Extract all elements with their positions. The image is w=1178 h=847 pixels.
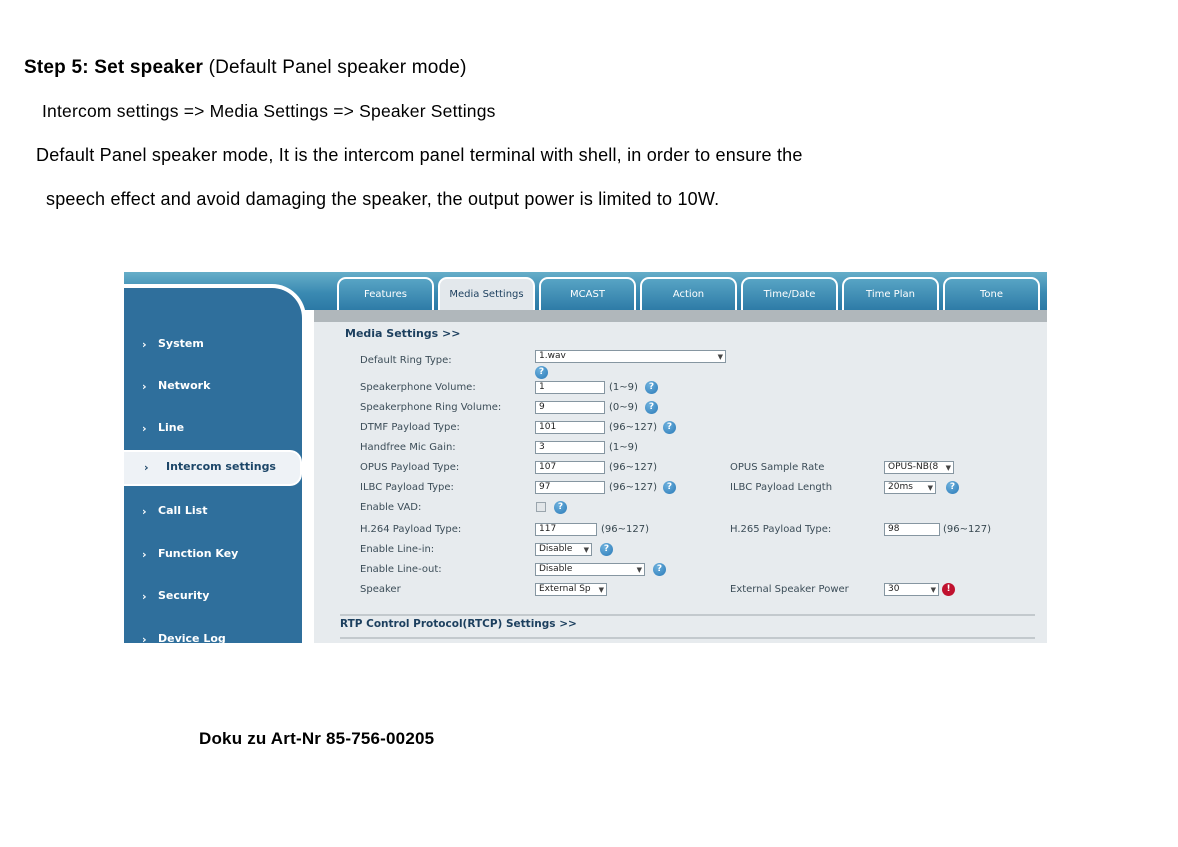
- ilbc-payload-length-select[interactable]: 20ms ▼: [884, 481, 936, 494]
- range-hint: (0~9): [609, 402, 638, 413]
- sidebar-item-network[interactable]: › Network: [142, 379, 211, 393]
- form-row: [124, 350, 1047, 365]
- form-row: [124, 563, 1047, 578]
- sidebar-item-call-list[interactable]: › Call List: [142, 504, 208, 518]
- form-row: [124, 523, 1047, 538]
- tab-features[interactable]: Features: [337, 277, 434, 310]
- form-row: [124, 421, 1047, 436]
- help-icon[interactable]: ?: [645, 381, 658, 394]
- field-label: OPUS Sample Rate: [730, 462, 825, 473]
- tab-mcast[interactable]: MCAST: [539, 277, 636, 310]
- speakerphone-ring-volume-input[interactable]: 9: [535, 401, 605, 414]
- range-hint: (96~127): [943, 524, 991, 535]
- help-icon[interactable]: ?: [946, 481, 959, 494]
- field-label: Handfree Mic Gain:: [360, 442, 456, 453]
- sidebar-item-function-key[interactable]: › Function Key: [142, 547, 239, 561]
- external-speaker-power-select[interactable]: 30 ▼: [884, 583, 939, 596]
- help-icon[interactable]: ?: [645, 401, 658, 414]
- chevron-down-icon: ▼: [717, 353, 723, 361]
- section-title: Media Settings >>: [345, 327, 461, 340]
- help-icon[interactable]: ?: [663, 481, 676, 494]
- chevron-right-icon: ›: [142, 633, 147, 643]
- form-row: [124, 481, 1047, 496]
- form-row: [124, 543, 1047, 558]
- form-row: [124, 381, 1047, 396]
- field-label: DTMF Payload Type:: [360, 422, 460, 433]
- body-text-line2: speech effect and avoid damaging the speaker, the output power is limited to 10W.: [46, 189, 720, 209]
- sidebar-item-line[interactable]: › Line: [142, 421, 185, 435]
- help-icon[interactable]: ?: [663, 421, 676, 434]
- help-icon[interactable]: ?: [600, 543, 613, 556]
- range-hint: (96~127): [609, 462, 657, 473]
- field-label: Enable Line-out:: [360, 564, 442, 575]
- range-hint: (1~9): [609, 442, 638, 453]
- breadcrumb: Intercom settings => Media Settings => Speaker Settings: [42, 101, 496, 121]
- chevron-right-icon: ›: [142, 590, 147, 603]
- step-heading: [24, 57, 467, 79]
- chevron-right-icon: ›: [142, 548, 147, 561]
- chevron-down-icon: ▼: [930, 586, 936, 594]
- sidebar-item-security[interactable]: › Security: [142, 589, 210, 603]
- tab-separator-bar: [314, 310, 1047, 322]
- tab-time-plan[interactable]: Time Plan: [842, 277, 939, 310]
- settings-screenshot: [124, 272, 1047, 643]
- sidebar-item-system[interactable]: › System: [142, 337, 204, 351]
- chevron-right-icon: ›: [142, 380, 147, 393]
- chevron-down-icon: ▼: [945, 464, 951, 472]
- step-heading-bold: Step 5: Set speaker: [24, 57, 204, 78]
- enable-line-out-select[interactable]: Disable ▼: [535, 563, 645, 576]
- field-label: Speakerphone Volume:: [360, 382, 476, 393]
- chevron-down-icon: ▼: [598, 586, 604, 594]
- field-label: External Speaker Power: [730, 584, 849, 595]
- field-label: Enable VAD:: [360, 502, 422, 513]
- divider: [340, 614, 1035, 616]
- h264-payload-type-input[interactable]: 117: [535, 523, 597, 536]
- chevron-right-icon: ›: [142, 338, 147, 351]
- chevron-right-icon: ›: [142, 422, 147, 435]
- range-hint: (96~127): [601, 524, 649, 535]
- field-label: Speakerphone Ring Volume:: [360, 402, 502, 413]
- speakerphone-volume-input[interactable]: 1: [535, 381, 605, 394]
- range-hint: (96~127): [609, 482, 657, 493]
- form-row: [124, 401, 1047, 416]
- field-label: OPUS Payload Type:: [360, 462, 460, 473]
- field-label: ILBC Payload Type:: [360, 482, 454, 493]
- range-hint: (96~127): [609, 422, 657, 433]
- enable-vad-checkbox[interactable]: [536, 502, 546, 512]
- chevron-right-icon: ›: [142, 505, 147, 518]
- step-heading-rest: (Default Panel speaker mode): [203, 57, 467, 78]
- dtmf-payload-type-input[interactable]: 101: [535, 421, 605, 434]
- rtcp-section-title: RTP Control Protocol(RTCP) Settings >>: [340, 618, 577, 630]
- form-row: [124, 441, 1047, 456]
- chevron-right-icon: ›: [144, 461, 149, 474]
- field-label: Default Ring Type:: [360, 355, 452, 366]
- chevron-down-icon: ▼: [636, 566, 642, 574]
- h265-payload-type-input[interactable]: 98: [884, 523, 940, 536]
- tab-time-date[interactable]: Time/Date: [741, 277, 838, 310]
- handfree-mic-gain-input[interactable]: 3: [535, 441, 605, 454]
- field-label: Speaker: [360, 584, 401, 595]
- chevron-down-icon: ▼: [927, 484, 933, 492]
- tab-media-settings[interactable]: Media Settings: [438, 277, 535, 310]
- opus-sample-rate-select[interactable]: OPUS-NB(8 ▼: [884, 461, 954, 474]
- field-label: H.265 Payload Type:: [730, 524, 832, 535]
- help-icon[interactable]: ?: [535, 366, 548, 379]
- tab-action[interactable]: Action: [640, 277, 737, 310]
- default-ring-type-select[interactable]: 1.wav ▼: [535, 350, 726, 363]
- speaker-select[interactable]: External Sp ▼: [535, 583, 607, 596]
- ilbc-payload-type-input[interactable]: 97: [535, 481, 605, 494]
- form-row: [124, 501, 1047, 516]
- opus-payload-type-input[interactable]: 107: [535, 461, 605, 474]
- chevron-down-icon: ▼: [583, 546, 589, 554]
- tab-bar: [337, 277, 1040, 310]
- enable-line-in-select[interactable]: Disable ▼: [535, 543, 592, 556]
- form-row: [124, 583, 1047, 598]
- warning-icon: !: [942, 583, 955, 596]
- field-label: Enable Line-in:: [360, 544, 435, 555]
- form-row: [124, 461, 1047, 476]
- body-text-line1: Default Panel speaker mode, It is the intercom panel terminal with shell, in order to ensure the: [36, 145, 803, 165]
- range-hint: (1~9): [609, 382, 638, 393]
- help-icon[interactable]: ?: [554, 501, 567, 514]
- tab-tone[interactable]: Tone: [943, 277, 1040, 310]
- doc-number: Doku zu Art-Nr 85-756-00205: [199, 729, 435, 748]
- sidebar-item-intercom-settings[interactable]: › Intercom settings: [124, 450, 302, 486]
- help-icon[interactable]: ?: [653, 563, 666, 576]
- sidebar-item-device-log[interactable]: › Device Log: [124, 632, 302, 643]
- field-label: H.264 Payload Type:: [360, 524, 462, 535]
- field-label: ILBC Payload Length: [730, 482, 833, 493]
- divider: [340, 637, 1035, 639]
